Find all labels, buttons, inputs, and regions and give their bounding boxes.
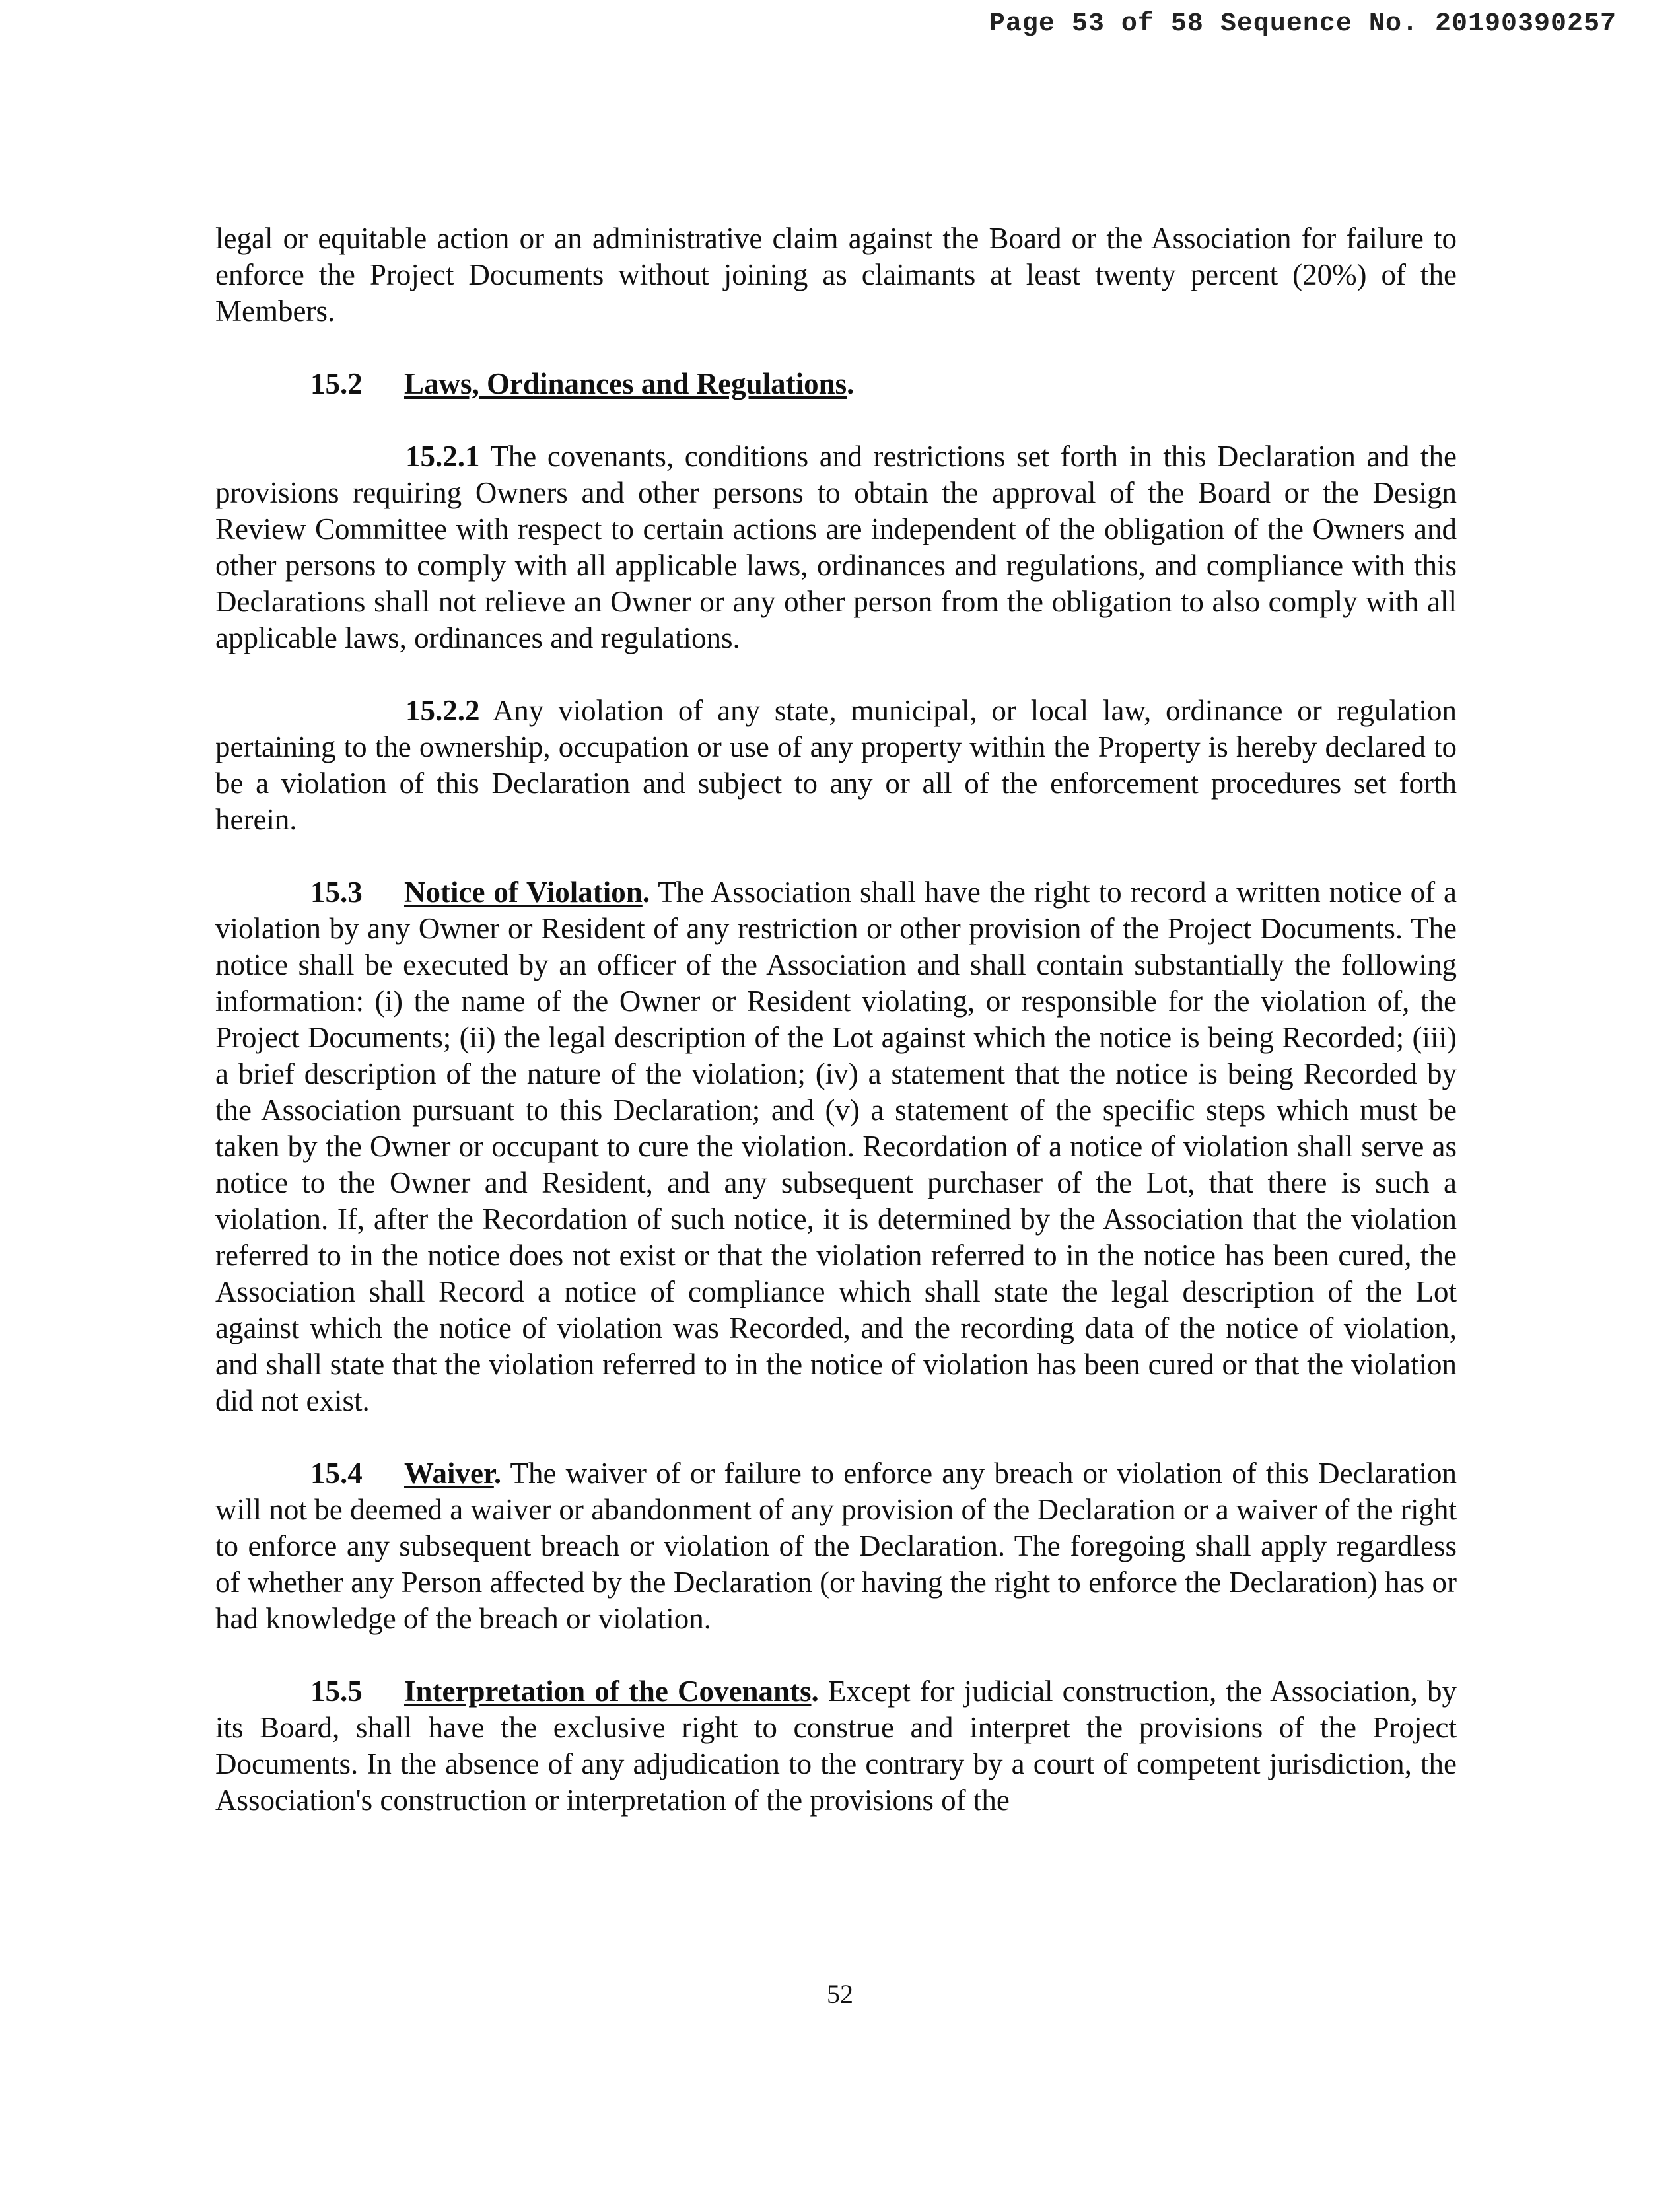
section-title-period: . (493, 1457, 502, 1490)
page-number: 52 (827, 1979, 853, 2009)
section-15-4 (215, 1455, 1457, 1637)
section-15-2-heading (215, 366, 1457, 402)
section-number: 15.2.1 (405, 440, 480, 473)
paragraph-text: Except for judicial construction, the Association, by its Board, shall have the exclusive right to construe and interpret the provisions of the Project Documents. In the absence of any adjudication to the contrary by a court of competent jurisdiction, the Association's construction or interpretation of the provisions of the (215, 1675, 1457, 1817)
document-body (215, 221, 1457, 1855)
section-number: 15.4 (310, 1457, 363, 1490)
continuation-paragraph (215, 221, 1457, 330)
section-number: 15.5 (310, 1675, 363, 1708)
paragraph-text: legal or equitable action or an administrative claim against the Board or the Association for failure to enforce the Project Documents without joining as claimants at least twenty percent (20%) of the Members. (215, 222, 1457, 328)
section-title: Waiver (404, 1457, 494, 1490)
section-15-2-1 (215, 438, 1457, 656)
recording-stamp: Page 53 of 58 Sequence No. 20190390257 (989, 9, 1617, 39)
section-number: 15.2.2 (405, 694, 480, 727)
section-title-period: . (847, 367, 855, 400)
paragraph-text: The Association shall have the right to record a written notice of a violation by any Owner or Resident of any restriction or other provision of the Project Documents. The notice shall be executed by an officer of the Association and shall contain substantially the following information: (i) the name of the Owner or Resident violating, or responsible for the violation of, the Project Documents; (ii) the legal description of the Lot against which the notice is being Recorded; (iii) a brief description of the nature of the violation; (iv) a statement that the notice is being Recorded by the Association pursuant to this Declaration; and (v) a statement of the specific steps which must be taken by the Owner or occupant to cure the violation. Recordation of a notice of violation shall serve as notice to the Owner and Resident, and any subsequent purchaser of the Lot, that there is such a violation. If, after the Recordation of such notice, it is determined by the Association that the violation referred to in the notice does not exist or that the violation referred to in the notice has been cured, the Association shall Record a notice of compliance which shall state the legal description of the Lot against which the notice of violation was Recorded, and the recording data of the notice of violation, and shall state that the violation referred to in the notice of violation has been cured or that the violation did not exist. (215, 876, 1457, 1417)
section-15-3 (215, 874, 1457, 1419)
section-15-2-2 (215, 693, 1457, 838)
section-15-5 (215, 1673, 1457, 1819)
paragraph-text: The waiver of or failure to enforce any breach or violation of this Declaration will not be deemed a waiver or abandonment of any provision of the Declaration or a waiver of the right to enforce any subsequent breach or violation of the Declaration. The foregoing shall apply regardless of whether any Person affected by the Declaration (or having the right to enforce the Declaration) has or had knowledge of the breach or violation. (215, 1457, 1457, 1635)
section-title-period: . (642, 876, 650, 909)
section-title: Notice of Violation (404, 876, 643, 909)
section-title: Interpretation of the Covenants (404, 1675, 812, 1708)
section-title: Laws, Ordinances and Regulations (404, 367, 847, 400)
section-number: 15.3 (310, 876, 363, 909)
section-title-period: . (811, 1675, 819, 1708)
section-number: 15.2 (310, 367, 363, 400)
paragraph-text: Any violation of any state, municipal, or local law, ordinance or regulation pertaining to the ownership, occupation or use of any property within the Property is hereby declared to be a violation of this Declaration and subject to any or all of the enforcement procedures set forth herein. (215, 694, 1457, 836)
paragraph-text: The covenants, conditions and restrictions set forth in this Declaration and the provisions requiring Owners and other persons to obtain the approval of the Board or the Design Review Committee with respect to certain actions are independent of the obligation of the Owners and other persons to comply with all applicable laws, ordinances and regulations, and compliance with this Declarations shall not relieve an Owner or any other person from the obligation to also comply with all applicable laws, ordinances and regulations. (215, 440, 1457, 654)
